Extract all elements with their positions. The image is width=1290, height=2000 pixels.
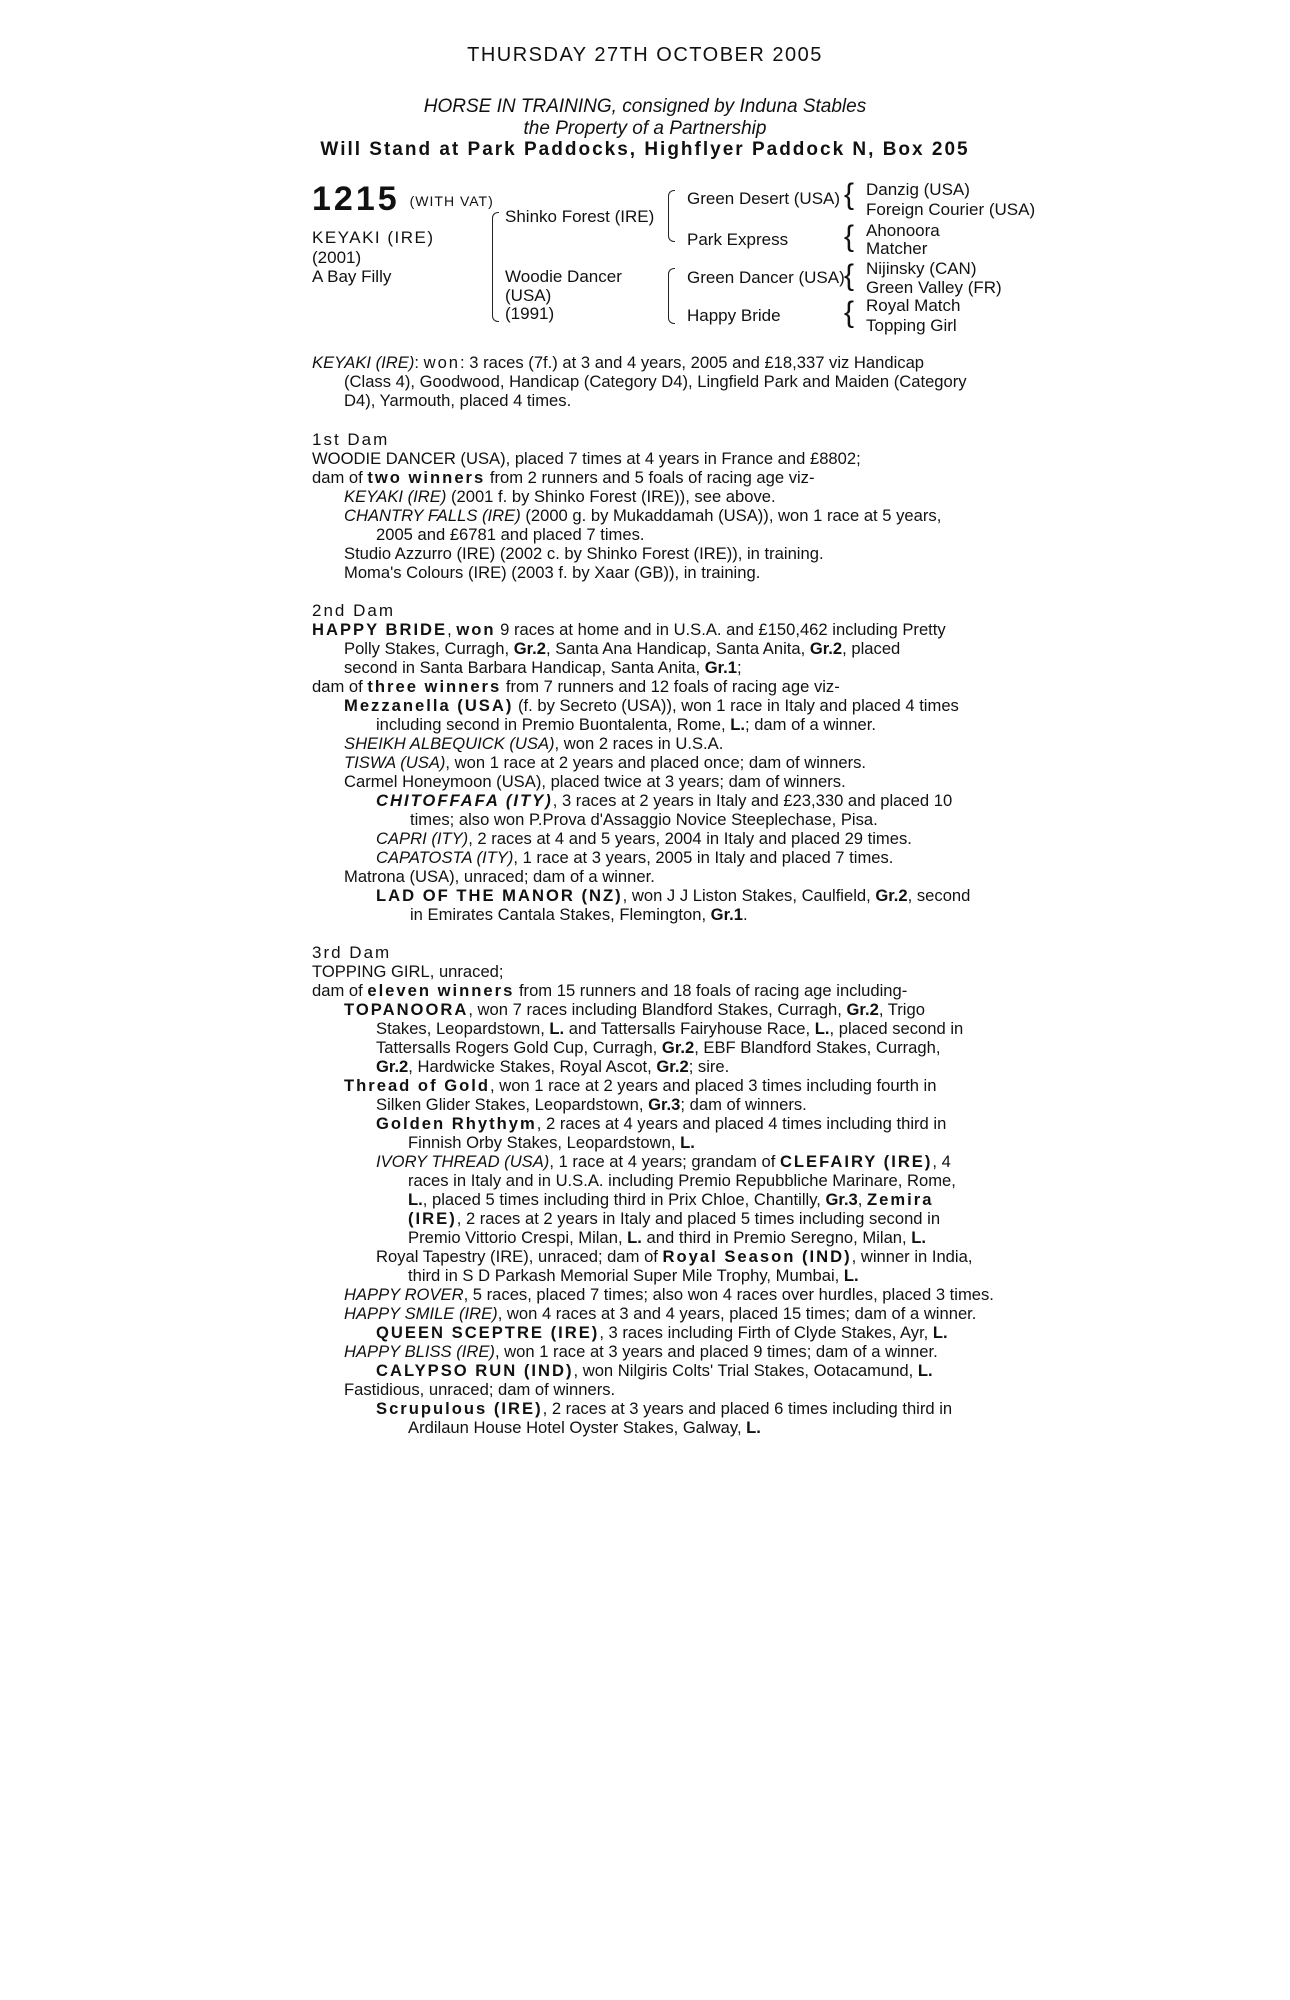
t: , 2 races at 2 years in Italy and placed 5 times including second in [456,1209,941,1228]
second-dam-line-3 [312,658,1002,677]
t: in Emirates Cantala Stakes, Flemington, [410,905,711,924]
third-dam-line-6 [312,1057,1002,1076]
t: , won Nilgiris Colts' Trial Stakes, Ootacamund, [573,1361,918,1380]
t: ; dam of a winner. [744,715,876,734]
first-dam-line-4 [312,506,1002,525]
record-line-2: (Class 4), Goodwood, Handicap (Category D4), Lingfield Park and Maiden (Category [344,372,967,391]
t: Premio Vittorio Crespi, Milan, [408,1228,628,1247]
t: from 15 runners and 18 foals of racing age including- [514,981,908,1000]
pedigree-bracket-main [492,212,499,322]
t: L. [549,1019,565,1038]
third-dam-line-21 [312,1342,1002,1361]
t: Gr.2 [846,1000,879,1019]
t: , won 4 races at 3 and 4 years, placed 15 times; dam of a winner. [497,1304,977,1323]
second-dam-line-2 [312,639,1002,658]
t: CALYPSO RUN (IND) [376,1361,574,1380]
lot-number [312,180,494,219]
pedigree-dam-dam: Happy Bride [687,306,781,325]
t: L. [746,1418,761,1437]
third-dam-line-1: TOPPING GIRL, unraced; [312,962,504,981]
t: Gr.2 [661,1038,695,1057]
t: second in Santa Barbara Handicap, Santa Anita, [344,658,705,677]
t: Royal Tapestry (IRE), unraced; dam of [376,1247,663,1266]
t: including second in Premio Buontalenta, Rome, [376,715,731,734]
third-dam-line-12: races in Italy and in U.S.A. including Premio Repubbliche Marinare, Rome, [408,1171,956,1190]
t: L. [730,715,745,734]
t: , Trigo [878,1000,925,1019]
t: HAPPY SMILE (IRE) [344,1304,498,1323]
t: CHANTRY FALLS (IRE) [344,506,521,525]
brace-3: { [844,259,855,292]
t: (2000 g. by Mukaddamah (USA)), won 1 race at 5 years, [520,506,942,525]
winners-count: two winners [367,468,486,487]
t: ; sire. [688,1057,730,1076]
t: HAPPY BLISS (IRE) [344,1342,495,1361]
second-dam-line-8 [312,753,1002,772]
third-dam-line-16 [312,1247,1002,1266]
pedigree-g4: Matcher [866,239,928,258]
third-dam-line-3 [312,1000,1002,1019]
first-dam-line-7: Moma's Colours (IRE) (2003 f. by Xaar (GB)), in training. [344,563,761,582]
record-won: won [423,353,461,372]
t: ; [737,658,742,677]
third-dam-line-2 [312,981,1002,1000]
lot-number-value: 1215 [312,180,400,218]
third-dam-line-11 [312,1152,1002,1171]
brace-1: { [844,178,855,211]
t: Gr.2 [513,639,546,658]
first-dam-line-2 [312,468,1002,487]
t: L. [680,1133,695,1152]
t: , 2 races at 3 years and placed 6 times including third in [542,1399,953,1418]
record-line-1: KEYAKI (IRE): won: 3 races (7f.) at 3 and 4 years, 2005 and £18,337 viz Handicap [312,353,925,372]
record-horse-name: KEYAKI (IRE) [312,353,415,372]
consignment-line: HORSE IN TRAINING, consigned by Induna Stables [423,96,867,117]
t: . [742,905,748,924]
horse-description: A Bay Filly [312,267,392,286]
t: Ardilaun House Hotel Oyster Stakes, Galway, [408,1418,747,1437]
second-dam-line-5 [312,696,1002,715]
third-dam-section [312,943,1002,1437]
pedigree-dam-line3: (1991) [505,304,555,323]
t: , Hardwicke Stakes, Royal Ascot, [408,1057,657,1076]
t: , won 1 race at 2 years and placed once; dam of winners. [445,753,867,772]
pedigree-dam-line2: (USA) [505,286,552,305]
t: TOPANOORA [344,1000,469,1019]
second-dam-line-1 [312,620,1002,639]
third-dam-line-17 [312,1266,1002,1285]
t: Scrupulous (IRE) [376,1399,543,1418]
first-dam-section [312,430,1002,582]
t: , 2 races at 4 and 5 years, 2004 in Italy and placed 29 times. [468,829,912,848]
t: , 1 race at 3 years, 2005 in Italy and placed 7 times. [513,848,894,867]
third-dam-line-23: Fastidious, unraced; dam of winners. [344,1380,616,1399]
vat-note: (WITH VAT) [409,193,494,210]
pedigree-g3: Ahonoora [866,221,940,240]
t: dam of [312,677,368,696]
pedigree-g7: Royal Match [866,296,961,315]
t: , 3 races including Firth of Clyde Stakes, Ayr, [599,1323,933,1342]
pedigree-dam-sire: Green Dancer (USA) [687,268,845,287]
second-dam-line-6 [312,715,1002,734]
t: HAPPY BRIDE [312,620,448,639]
third-dam-line-14 [312,1209,1002,1228]
t: Gr.2 [656,1057,689,1076]
t: CHITOFFAFA (ITY) [376,791,553,810]
t: , won 2 races in U.S.A. [554,734,724,753]
third-dam-line-8 [312,1095,1002,1114]
location-line: Will Stand at Park Paddocks, Highflyer Paddock N, Box 205 [320,139,970,160]
pedigree-sire: Shinko Forest (IRE) [505,207,655,226]
pedigree-sire-sire: Green Desert (USA) [687,189,841,208]
t: Gr.1 [710,905,743,924]
t: , placed 5 times including third in Prix Chloe, Chantilly, [422,1190,826,1209]
t: and Tattersalls Fairyhouse Race, [564,1019,815,1038]
t: Stakes, Leopardstown, [376,1019,550,1038]
property-line: the Property of a Partnership [523,118,767,139]
t: Gr.2 [875,886,908,905]
t: Gr.3 [825,1190,858,1209]
third-dam-line-20 [312,1323,1002,1342]
t: LAD OF THE MANOR (NZ) [376,886,623,905]
first-dam-line-5: 2005 and £6781 and placed 7 times. [376,525,645,544]
t: Finnish Orby Stakes, Leopardstown, [408,1133,681,1152]
first-dam-line-3 [312,487,1002,506]
brace-4: { [844,296,855,329]
t: (2001 f. by Shinko Forest (IRE)), see above. [446,487,776,506]
t: (IRE) [408,1209,457,1228]
third-dam-heading: 3rd Dam [312,943,392,962]
race-record [312,353,1002,410]
pedigree-g1: Danzig (USA) [866,180,970,199]
t: L. [843,1266,859,1285]
first-dam-line-6: Studio Azzurro (IRE) (2002 c. by Shinko Forest (IRE)), in training. [344,544,824,563]
t: from 2 runners and 5 foals of racing age viz- [485,468,815,487]
third-dam-line-25 [312,1418,1002,1437]
pedigree-sire-dam: Park Express [687,230,789,249]
t: dam of [312,981,368,1000]
t: Zemira [867,1190,934,1209]
horse-name: KEYAKI (IRE) [312,228,435,247]
t: third in S D Parkash Memorial Super Mile Trophy, Mumbai, [408,1266,844,1285]
t: L. [932,1323,948,1342]
third-dam-line-18 [312,1285,1002,1304]
t: TISWA (USA) [344,753,446,772]
t: Golden Rhythym [376,1114,537,1133]
t: IVORY THREAD (USA) [376,1152,550,1171]
t: HAPPY ROVER [344,1285,464,1304]
t: , second [907,886,971,905]
t: ; dam of winners. [680,1095,807,1114]
t: , won 7 races including Blandford Stakes, Curragh, [468,1000,847,1019]
t: L. [911,1228,926,1247]
t: , 4 [932,1152,951,1171]
second-dam-line-10 [312,791,1002,810]
second-dam-line-11: times; also won P.Prova d'Assaggio Novice Steeplechase, Pisa. [410,810,878,829]
t: Mezzanella (USA) [344,696,514,715]
record-line-3: D4), Yarmouth, placed 4 times. [344,391,572,410]
third-dam-line-24 [312,1399,1002,1418]
t: Royal Season (IND) [662,1247,852,1266]
sale-date: THURSDAY 27TH OCTOBER 2005 [467,44,823,66]
third-dam-line-13 [312,1190,1002,1209]
second-dam-line-13 [312,848,1002,867]
t: eleven winners [367,981,515,1000]
t: from 7 runners and 12 foals of racing age viz- [501,677,840,696]
t: KEYAKI (IRE) [344,487,447,506]
t: Gr.2 [376,1057,409,1076]
t: , 5 races, placed 7 times; also won 4 races over hurdles, placed 3 times. [463,1285,994,1304]
t: , placed second in [829,1019,964,1038]
t: L. [814,1019,830,1038]
t: , won 1 race at 3 years and placed 9 times; dam of a winner. [494,1342,938,1361]
t: three winners [367,677,502,696]
t: Polly Stakes, Curragh, [344,639,514,658]
t: won [456,620,496,639]
t: , Santa Ana Handicap, Santa Anita, [546,639,810,658]
t: (f. by Secreto (USA)), won 1 race in Italy and placed 4 times [513,696,959,715]
third-dam-line-19 [312,1304,1002,1323]
third-dam-line-7 [312,1076,1002,1095]
second-dam-heading: 2nd Dam [312,601,395,620]
t: , placed [842,639,901,658]
pedigree-g6: Green Valley (FR) [866,278,1002,297]
third-dam-line-4 [312,1019,1002,1038]
second-dam-line-4 [312,677,1002,696]
t: Gr.3 [648,1095,681,1114]
t: L. [917,1361,933,1380]
t: CAPRI (ITY) [376,829,469,848]
second-dam-line-9: Carmel Honeymoon (USA), placed twice at 3 years; dam of winners. [344,772,846,791]
second-dam-line-15 [312,886,1002,905]
t: L. [627,1228,642,1247]
t: , 1 race at 4 years; grandam of [549,1152,780,1171]
t: , [857,1190,868,1209]
third-dam-line-10 [312,1133,1002,1152]
pedigree-g5: Nijinsky (CAN) [866,259,977,278]
t: Silken Glider Stakes, Leopardstown, [376,1095,649,1114]
pedigree-bracket-dam [668,268,675,324]
t: , won J J Liston Stakes, Caulfield, [622,886,876,905]
second-dam-line-12 [312,829,1002,848]
second-dam-section [312,601,1002,924]
third-dam-line-5 [312,1038,1002,1057]
third-dam-line-9 [312,1114,1002,1133]
t: , 2 races at 4 years and placed 4 times including third in [536,1114,947,1133]
horse-foaled: (2001) [312,248,362,267]
second-dam-line-16 [312,905,1002,924]
t: Gr.1 [704,658,737,677]
t: , EBF Blandford Stakes, Curragh, [694,1038,941,1057]
t: CAPATOSTA (ITY) [376,848,514,867]
t: , 3 races at 2 years in Italy and £23,330 and placed 10 [552,791,953,810]
first-dam-heading: 1st Dam [312,430,390,449]
t: SHEIKH ALBEQUICK (USA) [344,734,555,753]
t: dam of [312,468,368,487]
t: , won 1 race at 2 years and placed 3 times including fourth in [490,1076,937,1095]
second-dam-line-7 [312,734,1002,753]
t: QUEEN SCEPTRE (IRE) [376,1323,600,1342]
pedigree-dam-line1: Woodie Dancer [505,267,622,286]
pedigree-g2: Foreign Courier (USA) [866,200,1036,219]
second-dam-line-14: Matrona (USA), unraced; dam of a winner. [344,867,655,886]
t: 9 races at home and in U.S.A. and £150,462 including Pretty [495,620,946,639]
pedigree-bracket-sire [668,190,675,242]
t: CLEFAIRY (IRE) [779,1152,933,1171]
first-dam-line-1: WOODIE DANCER (USA), placed 7 times at 4 years in France and £8802; [312,449,861,468]
pedigree-g8: Topping Girl [866,316,957,335]
t: , [447,620,457,639]
t: , winner in India, [851,1247,973,1266]
third-dam-line-15 [312,1228,1002,1247]
brace-2: { [844,220,855,253]
record-text-1: : 3 races (7f.) at 3 and 4 years, 2005 and £18,337 viz Handicap [460,353,925,372]
t: Tattersalls Rogers Gold Cup, Curragh, [376,1038,662,1057]
t: L. [408,1190,423,1209]
t: Gr.2 [809,639,843,658]
third-dam-line-22 [312,1361,1002,1380]
t: and third in Premio Seregno, Milan, [641,1228,912,1247]
t: Thread of Gold [344,1076,490,1095]
